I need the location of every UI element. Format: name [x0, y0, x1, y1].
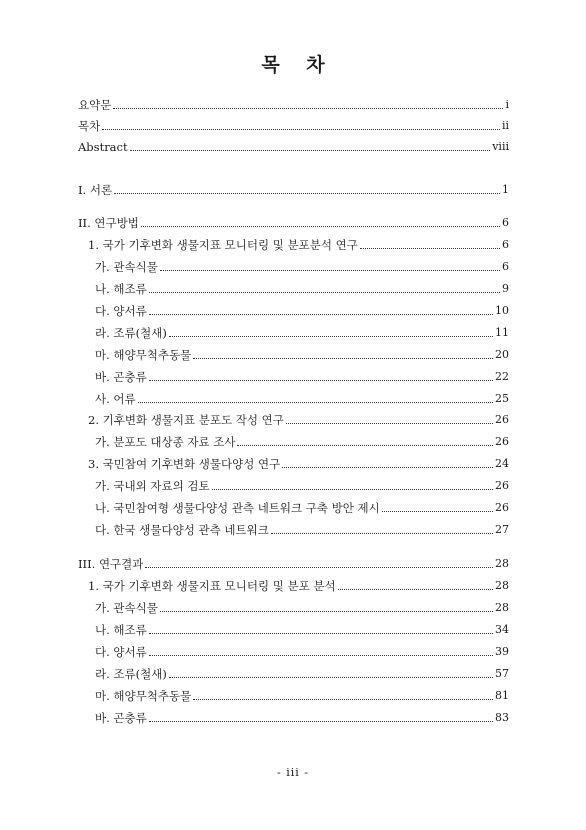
- toc-entry-page: ii: [501, 119, 509, 132]
- toc-entry-page: 11: [495, 326, 509, 339]
- toc-entry-label: 1. 국가 기후변화 생물지표 모니터링 및 분포분석 연구: [88, 238, 358, 252]
- toc-entry[interactable]: [95, 622, 509, 638]
- toc-entry[interactable]: [78, 215, 509, 231]
- toc-leader-dots: [286, 423, 493, 424]
- toc-entry-page: 10: [495, 304, 509, 317]
- toc-entry[interactable]: [78, 182, 509, 198]
- toc-entry-page: 81: [495, 689, 509, 702]
- toc-entry-label: 나. 국민참여형 생물다양성 관측 네트워크 구축 방안 제시: [95, 501, 380, 515]
- toc-entry-label: 가. 관속식물: [95, 260, 158, 274]
- toc-entry-label: 다. 양서류: [95, 645, 147, 659]
- toc-entry[interactable]: [95, 391, 509, 407]
- toc-leader-dots: [141, 226, 500, 227]
- toc-leader-dots: [271, 533, 493, 534]
- page-title: 목 차: [261, 54, 335, 76]
- toc-leader-dots: [160, 611, 493, 612]
- toc-entry-label: I. 서론: [78, 183, 113, 197]
- toc-entry-page: 39: [495, 645, 509, 658]
- toc-entry[interactable]: [95, 522, 509, 538]
- toc-leader-dots: [338, 589, 493, 590]
- toc-leader-dots: [193, 358, 493, 359]
- toc-leader-dots: [149, 633, 493, 634]
- toc-entry-page: 27: [495, 523, 509, 536]
- toc-leader-dots: [212, 489, 493, 490]
- toc-entry-label: 다. 양서류: [95, 304, 147, 318]
- toc-leader-dots: [149, 655, 493, 656]
- toc-entry-label: 3. 국민참여 기후변화 생물다양성 연구: [88, 457, 281, 471]
- toc-entry-label: 마. 해양무척추동물: [95, 689, 192, 703]
- toc-entry[interactable]: [95, 259, 509, 275]
- toc-entry-page: 20: [495, 348, 509, 361]
- toc-entry-label: 가. 관속식물: [95, 601, 158, 615]
- toc-entry-label: 목차: [78, 119, 101, 133]
- toc-entry-page: 6: [502, 238, 509, 251]
- toc-entry[interactable]: [95, 644, 509, 660]
- toc-entry-label: 1. 국가 기후변화 생물지표 모니터링 및 분포 분석: [88, 579, 336, 593]
- toc-leader-dots: [149, 721, 493, 722]
- toc-entry[interactable]: [95, 710, 509, 726]
- toc-entry-label: 요약문: [78, 98, 112, 112]
- toc-leader-dots: [138, 402, 493, 403]
- toc-entry-page: 9: [502, 282, 509, 295]
- toc-entry-label: 마. 해양무척추동물: [95, 348, 192, 362]
- toc-entry-page: 26: [495, 413, 509, 426]
- toc-entry-page: 22: [495, 370, 509, 383]
- toc-entry-label: 사. 어류: [95, 392, 136, 406]
- toc-entry-label: 라. 조류(철새): [95, 326, 167, 340]
- toc-entry-label: 가. 국내외 자료의 검토: [95, 479, 210, 493]
- toc-entry[interactable]: [95, 600, 509, 616]
- toc-entry-label: 라. 조류(철새): [95, 667, 167, 681]
- toc-entry-label: II. 연구방법: [78, 216, 139, 230]
- toc-entry[interactable]: [88, 412, 509, 428]
- toc-entry[interactable]: [95, 478, 509, 494]
- toc-entry-label: 나. 해조류: [95, 282, 147, 296]
- toc-entry-page: 26: [495, 501, 509, 514]
- toc-leader-dots: [102, 129, 500, 130]
- toc-entry[interactable]: [95, 281, 509, 297]
- toc-leader-dots: [130, 150, 491, 151]
- toc-entry[interactable]: [95, 369, 509, 385]
- toc-entry[interactable]: [88, 578, 509, 594]
- toc-entry-label: 가. 분포도 대상종 자료 조사: [95, 435, 236, 449]
- toc-leader-dots: [360, 248, 500, 249]
- toc-entry[interactable]: [78, 97, 509, 113]
- toc-entry[interactable]: [95, 434, 509, 450]
- toc-leader-dots: [149, 314, 493, 315]
- toc-entry-page: 28: [495, 579, 509, 592]
- toc-entry[interactable]: [88, 456, 509, 472]
- toc-leader-dots: [149, 380, 493, 381]
- toc-leader-dots: [382, 511, 493, 512]
- toc-entry-label: 바. 곤충류: [95, 370, 147, 384]
- toc-entry-page: 28: [495, 557, 509, 570]
- toc-entry-page: 6: [502, 260, 509, 273]
- toc-entry-label: 2. 기후변화 생물지표 분포도 작성 연구: [88, 413, 284, 427]
- page-number-footer: - iii -: [277, 766, 309, 779]
- toc-entry[interactable]: [78, 556, 509, 572]
- toc-entry-page: 25: [495, 392, 509, 405]
- toc-entry-label: III. 연구결과: [78, 557, 144, 571]
- toc-entry[interactable]: [95, 688, 509, 704]
- toc-entry-page: 83: [495, 711, 509, 724]
- toc-entry-page: 26: [495, 479, 509, 492]
- toc-leader-dots: [113, 108, 503, 109]
- toc-entry-label: 다. 한국 생물다양성 관측 네트워크: [95, 523, 269, 537]
- toc-entry-page: 57: [495, 667, 509, 680]
- toc-entry-label: 나. 해조류: [95, 623, 147, 637]
- toc-entry[interactable]: [78, 118, 509, 134]
- toc-entry-page: 1: [502, 183, 509, 196]
- toc-entry[interactable]: [95, 347, 509, 363]
- toc-entry-page: 34: [495, 623, 509, 636]
- toc-entry-page: viii: [492, 140, 509, 153]
- toc-entry[interactable]: [95, 303, 509, 319]
- toc-leader-dots: [237, 445, 493, 446]
- toc-leader-dots: [282, 467, 493, 468]
- toc-leader-dots: [149, 292, 500, 293]
- toc-entry[interactable]: [78, 139, 509, 155]
- toc-leader-dots: [114, 193, 500, 194]
- toc-entry[interactable]: [95, 666, 509, 682]
- toc-entry-label: 바. 곤충류: [95, 711, 147, 725]
- toc-entry-page: 24: [495, 457, 509, 470]
- toc-entry-page: 28: [495, 601, 509, 614]
- toc-leader-dots: [193, 699, 493, 700]
- toc-entry-page: 6: [502, 216, 509, 229]
- toc-entry[interactable]: [95, 500, 509, 516]
- toc-entry[interactable]: [88, 237, 509, 253]
- toc-entry-page: i: [505, 98, 509, 111]
- toc-leader-dots: [145, 567, 493, 568]
- toc-leader-dots: [169, 677, 493, 678]
- toc-leader-dots: [160, 270, 500, 271]
- toc-entry-page: 26: [495, 435, 509, 448]
- toc-entry-label: Abstract: [78, 140, 128, 154]
- toc-entry[interactable]: [95, 325, 509, 341]
- toc-leader-dots: [169, 336, 493, 337]
